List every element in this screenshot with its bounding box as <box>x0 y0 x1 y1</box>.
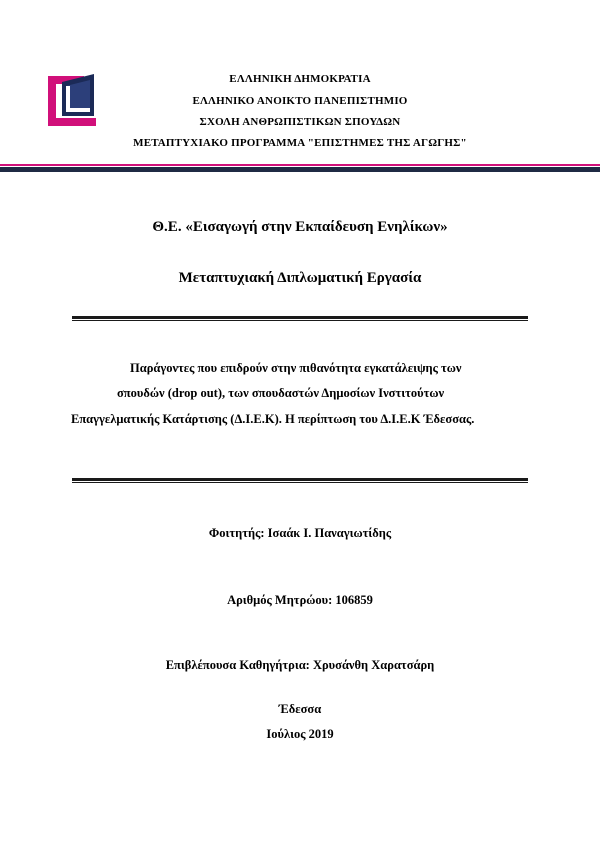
header-line-republic: ΕΛΛΗΝΙΚΗ ΔΗΜΟΚΡΑΤΙΑ <box>229 73 371 85</box>
title-rule-top-thin <box>72 320 528 321</box>
title-rule-bottom <box>72 478 528 481</box>
registration-number: Αριθμός Μητρώου: 106859 <box>227 593 373 607</box>
date: Ιούλιος 2019 <box>266 727 334 741</box>
header-line-school: ΣΧΟΛΗ ΑΝΘΡΩΠΙΣΤΙΚΩΝ ΣΠΟΥΔΩΝ <box>199 116 401 128</box>
place: Έδεσσα <box>278 702 322 716</box>
course-title: Θ.Ε. «Εισαγωγή στην Εκπαίδευση Ενηλίκων» <box>152 219 448 235</box>
title-rule-top <box>72 316 528 319</box>
header-line-program: ΜΕΤΑΠΤΥΧΙΑΚΟ ΠΡΟΓΡΑΜΜΑ "ΕΠΙΣΤΗΜΕΣ ΤΗΣ ΑΓΩΓΗΣ" <box>133 137 467 149</box>
title-rule-bottom-thin <box>72 482 528 483</box>
header-divider <box>0 167 600 172</box>
supervisor-name: Επιβλέπουσα Καθηγήτρια: Χρυσάνθη Χαρατσάρη <box>165 658 435 672</box>
thesis-title-line-1: Παράγοντες που επιδρούν στην πιθανότητα εγκατάλειψης των <box>130 361 462 375</box>
thesis-title-line-3: Επαγγελματικής Κατάρτισης (Δ.Ι.Ε.Κ). Η περίπτωση του Δ.Ι.Ε.Κ Έδεσσας. <box>71 412 475 426</box>
thesis-type: Μεταπτυχιακή Διπλωματική Εργασία <box>178 270 422 286</box>
header-divider-pink <box>0 164 600 166</box>
header-line-university: ΕΛΛΗΝΙΚΟ ΑΝΟΙΚΤΟ ΠΑΝΕΠΙΣΤΗΜΙΟ <box>192 95 408 107</box>
thesis-title-line-2: σπουδών (drop out), των σπουδαστών Δημοσίων Ινστιτούτων <box>117 386 445 400</box>
student-name: Φοιτητής: Ισαάκ Ι. Παναγιωτίδης <box>208 526 392 540</box>
